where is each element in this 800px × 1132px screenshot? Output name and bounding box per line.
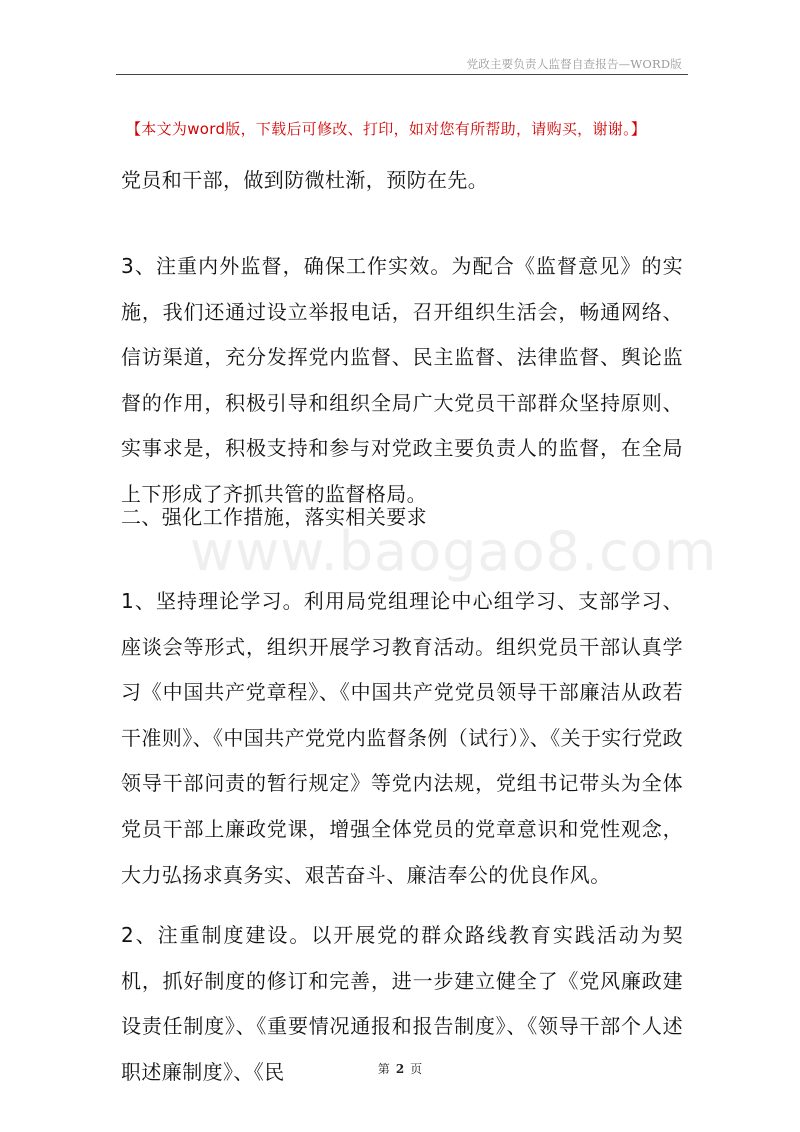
section-heading: 二、强化工作措施，落实相关要求 xyxy=(121,505,427,529)
paragraph-system-building: 2、注重制度建设。以开展党的群众路线教育实践活动为契机，抓好制度的修订和完善，进一步建立健全了《党风廉政建设责任制度》、《重要情况通报和报告制度》、《领导干部个人述职述廉制度》、《民 xyxy=(121,923,683,1084)
running-header: 党政主要负责人监督自查报告—WORD版 xyxy=(466,57,682,71)
page-suffix: 页 xyxy=(410,1062,423,1076)
page-number: 2 xyxy=(395,1062,405,1076)
paragraph-theory-study: 1、坚持理论学习。利用局党组理论中心组学习、支部学习、座谈会等形式，组织开展学习教育活动。组织党员干部认真学习《中国共产党章程》、《中国共产党党员领导干部廉洁从政若干准则》、《中国共产党党内监督条例（试行）》、《关于实行党政领导干部问责的暂行规定》等党内法规，党组书记带头为全体党员干部上廉政党课，增强全体党员的党章意识和党性观念，大力弘扬求真务实、艰苦奋斗、廉洁奉公的优良作风。 xyxy=(121,589,683,887)
page-prefix: 第 xyxy=(377,1062,390,1076)
watermark: www.baogao8.com xyxy=(190,520,718,583)
paragraph-internal-external-supervision: 3、注重内外监督，确保工作实效。为配合《监督意见》的实施，我们还通过设立举报电话，召开组织生活会，畅通网络、信访渠道，充分发挥党内监督、民主监督、法律监督、舆论监督的作用，积极引导和组织全局广大党员干部群众坚持原则、实事求是，积极支持和参与对党政主要负责人的监督，在全局上下形成了齐抓共管的监督格局。 xyxy=(121,254,683,506)
download-notice: 【本文为word版，下载后可修改、打印，如对您有所帮助，请购买，谢谢。】 xyxy=(126,120,647,138)
header-divider xyxy=(116,74,688,75)
page-footer xyxy=(0,1060,800,1077)
paragraph-continuation: 党员和干部，做到防微杜渐，预防在先。 xyxy=(121,168,489,192)
